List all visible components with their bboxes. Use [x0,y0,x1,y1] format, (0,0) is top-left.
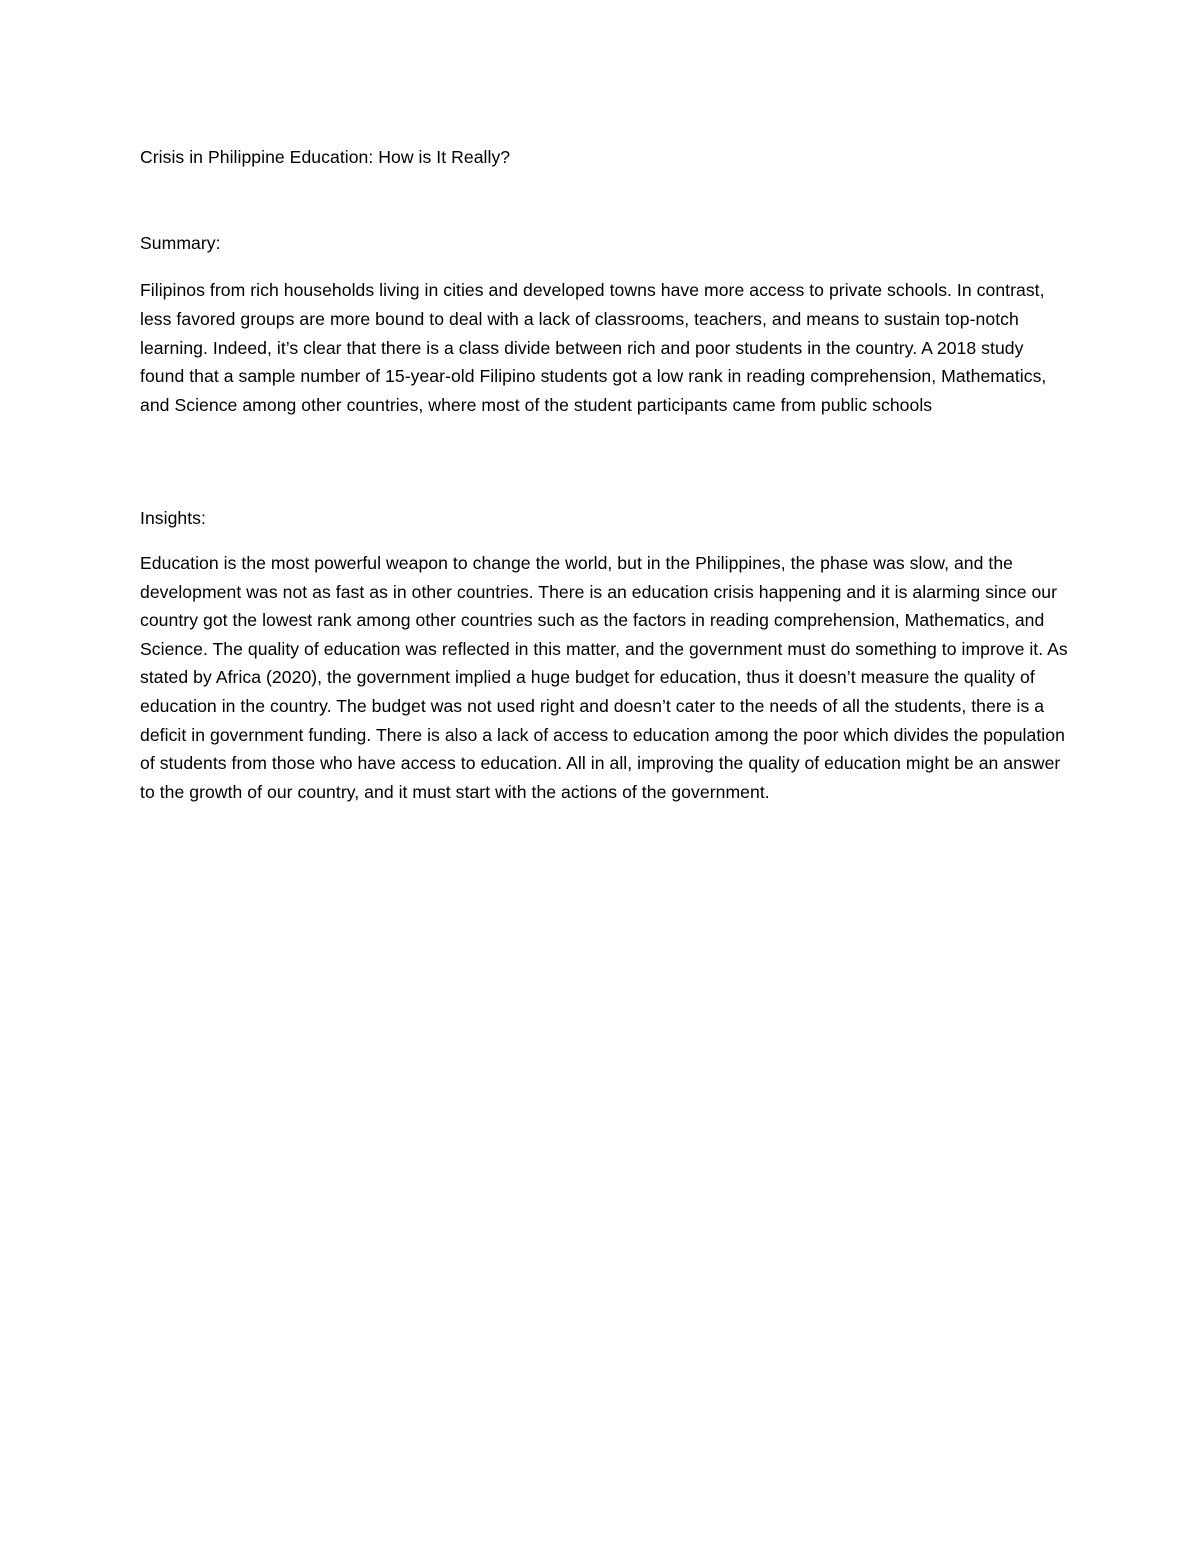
summary-paragraph: Filipinos from rich households living in cities and developed towns have more access to private schools. In contrast, less favored groups are more bound to deal with a lack of classrooms, teachers, and means to sustain top-notch learning. Indeed, it’s clear that there is a class divide between rich and poor students in the country. A 2018 study found that a sample number of 15-year-old Filipino students got a low rank in reading comprehension, Mathematics, and Science among other countries, where most of the student participants came from public schools [140,280,1047,416]
insights-paragraph: Education is the most powerful weapon to change the world, but in the Philippines, the phase was slow, and the development was not as fast as in other countries. There is an education crisis happening and it is alarming since our country got the lowest rank among other countries such as the factors in reading comprehension, Mathematics, and Science. The quality of education was reflected in this matter, and the government must do something to improve it. As stated by Africa (2020), the government implied a huge budget for education, thus it doesn’t measure the quality of education in the country. The budget was not used right and doesn’t cater to the needs of all the students, there is a deficit in government funding. There is also a lack of access to education among the poor which divides the population of students from those who have access to education. All in all, improving the quality of education might be an answer to the growth of our country, and it must start with the actions of the government. [140,553,1068,802]
insights-heading: Insights: [140,508,206,528]
summary-heading: Summary: [140,233,221,253]
document-title: Crisis in Philippine Education: How is It Really? [140,147,511,167]
